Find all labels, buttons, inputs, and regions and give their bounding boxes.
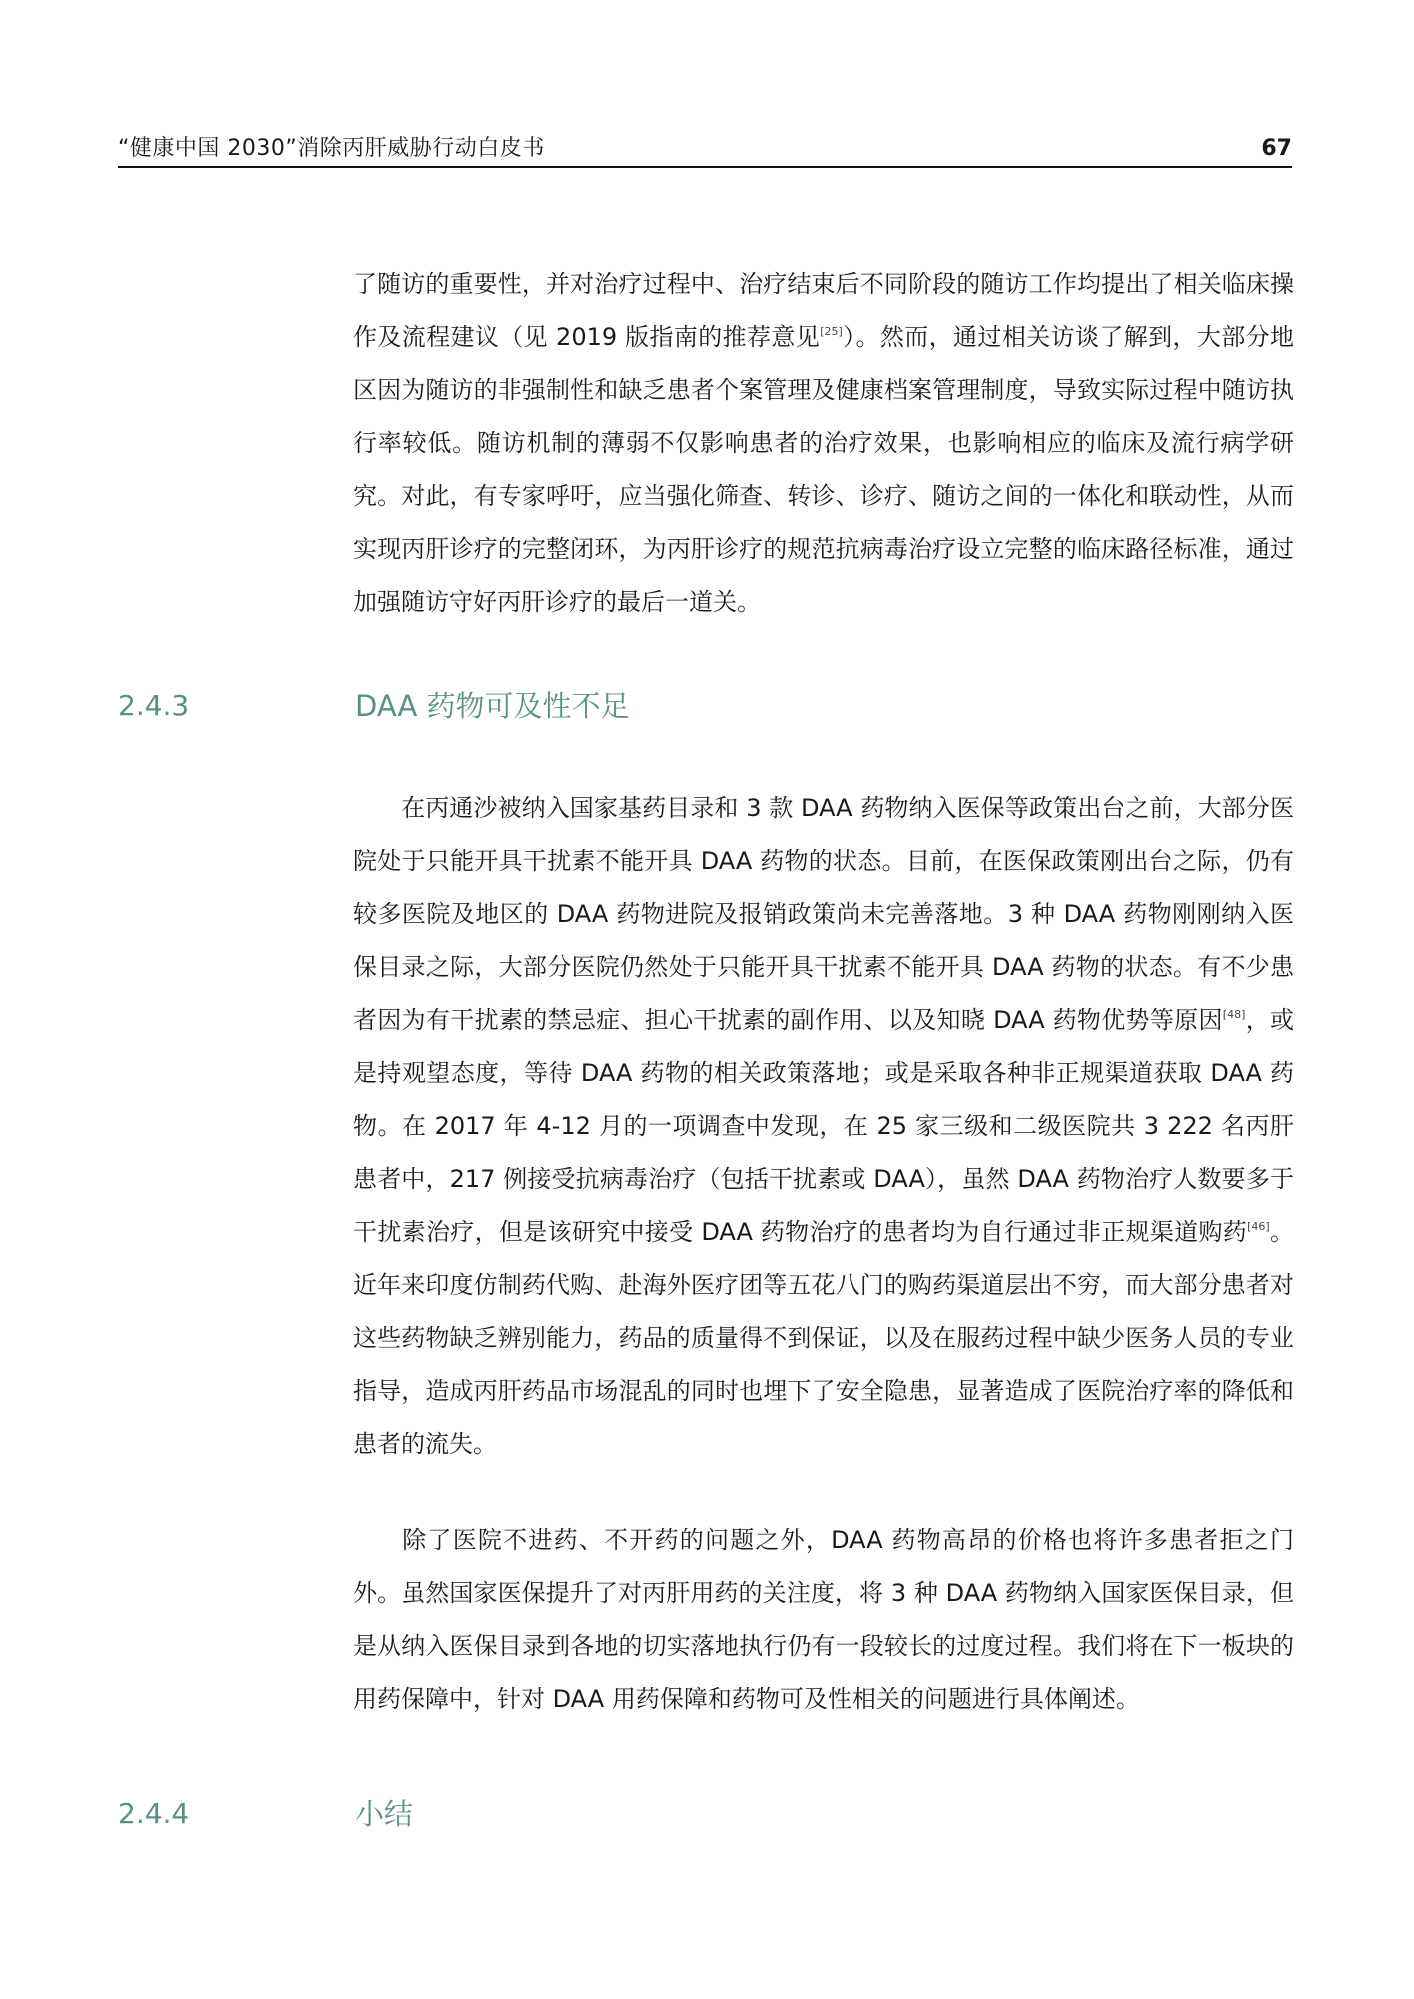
paragraph-text: 除了医院不进药、不开药的问题之外，DAA 药物高昂的价格也将许多患者拒之门外。虽然国家医保提升了对丙肝用药的关注度，将 3 种 DAA 药物纳入国家医保目录，但是从纳入医保目录到各地的切实落地执行仍有一段较长的过度过程。我们将在下一板块的用药保障中，针对 DAA 用药保障和药物可及性相关的问题进行具体阐述。: [353, 1526, 1294, 1713]
citation-ref: [25]: [820, 325, 843, 338]
paragraph-followup: [353, 258, 1294, 629]
paragraph-text: ，或是持观望态度，等待 DAA 药物的相关政策落地；或是采取各种非正规渠道获取 DAA 药物。在 2017 年 4-12 月的一项调查中发现，在 25 家三级和二级医院共 3 222 名丙肝患者中，217 例接受抗病毒治疗（包括干扰素或 DAA），虽然 DAA 药物治疗人数要多于干扰素治疗，但是该研究中接受 DAA 药物治疗的患者均为自行通过非正规渠道购药: [353, 1006, 1295, 1246]
header-rule: [118, 166, 1292, 168]
header-title: “健康中国 2030”消除丙肝威胁行动白皮书: [118, 136, 545, 161]
paragraph-text: 。近年来印度仿制药代购、赴海外医疗团等五花八门的购药渠道层出不穷，而大部分患者对这些药物缺乏辨别能力，药品的质量得不到保证，以及在服药过程中缺少医务人员的专业指导，造成丙肝药品市场混乱的同时也埋下了安全隐患，显著造成了医院治疗率的降低和患者的流失。: [353, 1218, 1295, 1458]
citation-ref: [48]: [1222, 1008, 1246, 1021]
paragraph-daa-price: [353, 1514, 1294, 1726]
section-number: 2.4.3: [118, 689, 190, 722]
page-number: 67: [1261, 136, 1292, 161]
paragraph-daa-access: [353, 782, 1294, 1471]
citation-ref: [46]: [1247, 1220, 1270, 1233]
section-number: 2.4.4: [118, 1797, 190, 1830]
paragraph-text: 了随访的重要性，并对治疗过程中、治疗结束后不同阶段的随访工作均提出了相关临床操作及流程建议（见 2019 版指南的推荐意见: [353, 270, 1294, 351]
running-header: [118, 132, 1292, 166]
paragraph-text: ）。然而，通过相关访谈了解到，大部分地区因为随访的非强制性和缺乏患者个案管理及健康档案管理制度，导致实际过程中随访执行率较低。随访机制的薄弱不仅影响患者的治疗效果，也影响相应的临床及流行病学研究。对此，有专家呼吁，应当强化筛查、转诊、诊疗、随访之间的一体化和联动性，从而实现丙肝诊疗的完整闭环，为丙肝诊疗的规范抗病毒治疗设立完整的临床路径标准，通过加强随访守好丙肝诊疗的最后一道关。: [353, 323, 1295, 616]
section-title: 小结: [355, 1797, 414, 1831]
paragraph-text: 在丙通沙被纳入国家基药目录和 3 款 DAA 药物纳入医保等政策出台之前，大部分医院处于只能开具干扰素不能开具 DAA 药物的状态。目前，在医保政策刚出台之际，仍有较多医院及地区的 DAA 药物进院及报销政策尚未完善落地。3 种 DAA 药物刚刚纳入医保目录之际，大部分医院仍然处于只能开具干扰素不能开具 DAA 药物的状态。有不少患者因为有干扰素的禁忌症、担心干扰素的副作用、以及知晓 DAA 药物优势等原因: [353, 794, 1294, 1034]
section-title: DAA 药物可及性不足: [355, 689, 630, 723]
